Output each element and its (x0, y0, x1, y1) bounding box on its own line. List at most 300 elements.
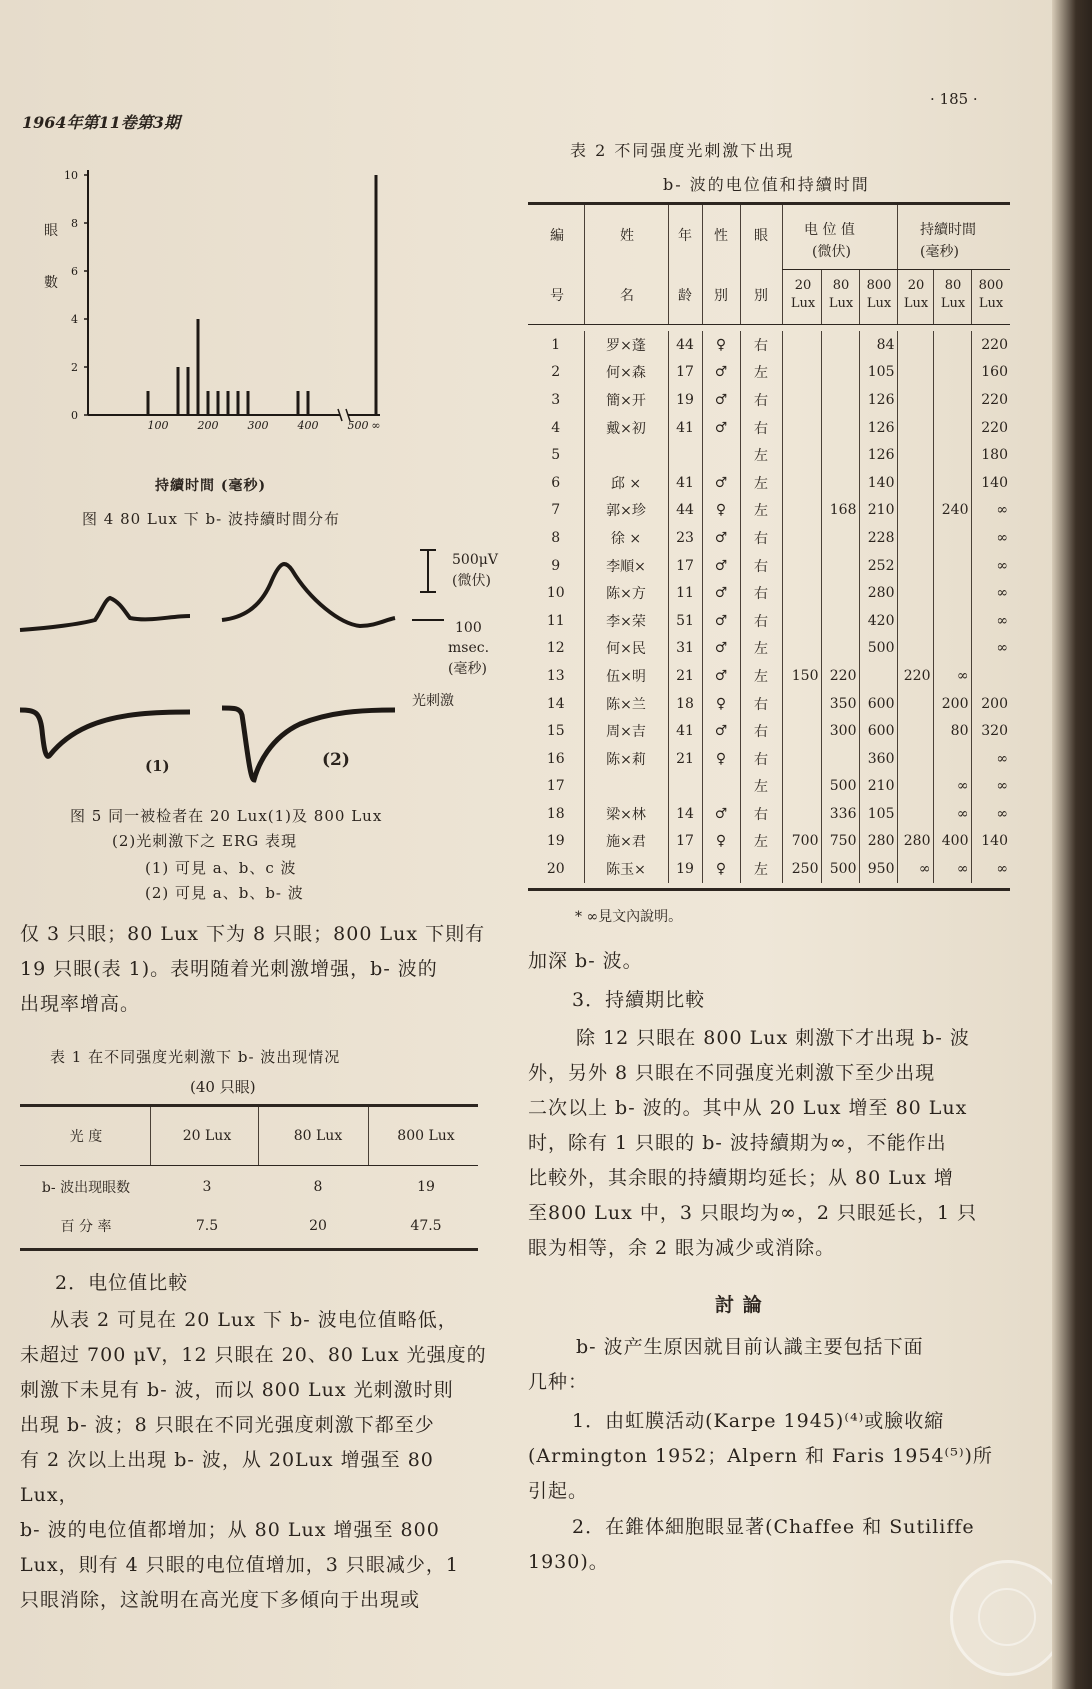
table-2-cell: ♀ (702, 828, 740, 856)
table-2-cell: 左 (740, 828, 782, 856)
table-2-cell: 31 (668, 635, 702, 663)
table-2-cell: 300 (821, 717, 859, 745)
figure-4-ylabel-1: 眼 (44, 223, 58, 239)
table-2-cell: ♂ (702, 717, 740, 745)
table-1-row (20, 1165, 478, 1209)
table-2-cell: 右 (740, 800, 782, 828)
table-1-header-cell: 20 Lux (182, 1128, 232, 1144)
table-2-cell: ♂ (702, 635, 740, 663)
table-2-cell: 44 (668, 497, 702, 525)
table-2-cell: 950 (859, 855, 897, 883)
table-2-cell: 168 (821, 497, 859, 525)
table-2-cell (821, 745, 859, 773)
fig5-voltage-label: 500μV (452, 552, 498, 568)
table-2-cell (821, 386, 859, 414)
table-2-cell (782, 497, 821, 525)
t2-hdr-no-1: 編 (550, 228, 564, 244)
t2-hdr-duration: 持續时間 (920, 222, 976, 238)
table-2-cell (782, 359, 821, 387)
table-2-cell (933, 745, 971, 773)
figure-5-erg-traces (10, 540, 490, 800)
text-line: 几种： (528, 1371, 589, 1393)
table-2-cell: 左 (740, 497, 782, 525)
table-2-cell: 左 (740, 662, 782, 690)
table-2-row (528, 331, 1010, 359)
table-2-cell: 210 (859, 773, 897, 801)
table-1-cell: b- 波出现眼数 (41, 1180, 131, 1196)
table-1-header-cell: 80 Lux (293, 1128, 343, 1144)
text-line: 有 2 次以上出現 b- 波，从 20Lux 增强至 80 Lux， (20, 1449, 434, 1506)
table-2-cell: 左 (740, 469, 782, 497)
table-2-cell: 12 (546, 640, 565, 657)
text-line: b- 波产生原因就目前认識主要包括下面 (576, 1336, 924, 1358)
t2-hdr-sex-2: 別 (714, 288, 728, 304)
table-2-cell (782, 635, 821, 663)
table-1-header-row (20, 1107, 478, 1165)
table-2-cell: 9 (551, 557, 561, 574)
discussion-heading: 討 論 (715, 1294, 763, 1316)
table-2-cell: ∞ (971, 552, 1010, 580)
table-2-cell: 右 (740, 745, 782, 773)
table-2-row (528, 855, 1010, 883)
table-2-cell: 11 (668, 579, 702, 607)
table-2-cell (897, 359, 933, 387)
table-2-cell: ♂ (702, 800, 740, 828)
table-2-cell: ♀ (702, 690, 740, 718)
table-2-cell: 140 (859, 469, 897, 497)
table-2-cell (897, 745, 933, 773)
table-2-cell: 84 (859, 331, 897, 359)
table-2-cell: 1 (551, 336, 561, 353)
figure-4-plot (64, 169, 381, 432)
t2-hdr-sex-1: 性 (714, 228, 728, 244)
text-line: 19 只眼(表 1)。表明随着光刺激增强，b- 波的 (20, 958, 438, 980)
table-2-cell: 220 (971, 386, 1010, 414)
table-2-cell: ♂ (702, 414, 740, 442)
table-2-cell: 伍×明 (584, 662, 668, 690)
table-2-cell (897, 579, 933, 607)
table-2-cell: 左 (740, 855, 782, 883)
table-2-cell: 19 (668, 386, 702, 414)
table-2-row (528, 524, 1010, 552)
table-2-cell: 18 (546, 805, 565, 822)
table-2-cell (821, 579, 859, 607)
table-2-cell (971, 662, 1010, 690)
fig5-voltage-unit: (微伏) (452, 573, 491, 589)
table-2-cell: 600 (859, 690, 897, 718)
table-2-cell: 右 (740, 524, 782, 552)
table-2-cell: 500 (859, 635, 897, 663)
table-2-cell (782, 579, 821, 607)
table-2-cell: 220 (821, 662, 859, 690)
table-2-cell: ∞ (897, 855, 933, 883)
table-2-cell (782, 331, 821, 359)
text-line: 刺激下未見有 b- 波，而以 800 Lux 光刺激时則 (20, 1379, 454, 1401)
text-line: 1．由虹膜活动(Karpe 1945)⁽⁴⁾或臉收縮 (572, 1410, 945, 1432)
table-2-cell: 240 (933, 497, 971, 525)
table-2-cell (897, 497, 933, 525)
text-line: 比較外，其余眼的持續期均延长；从 80 Lux 增 (528, 1167, 954, 1189)
table-2-cell (859, 662, 897, 690)
table-2-cell (933, 635, 971, 663)
table-2-cell: 350 (821, 690, 859, 718)
x-tick-label: ∞ (371, 419, 381, 432)
table-2-cell: 160 (971, 359, 1010, 387)
table-2-row (528, 359, 1010, 387)
table-2-cell: 右 (740, 579, 782, 607)
table-2-cell (782, 524, 821, 552)
table-2-row (528, 800, 1010, 828)
text-line: 引起。 (528, 1480, 589, 1502)
left-paragraph-2 (20, 1303, 490, 1618)
y-tick-label: 10 (64, 169, 78, 182)
table-2-title: 表 2 不同强度光刺激下出現 (570, 141, 795, 160)
table-2-cell: ∞ (971, 855, 1010, 883)
table-2-cell (933, 469, 971, 497)
table-2-cell (702, 773, 740, 801)
text-line: 二次以上 b- 波的。其中从 20 Lux 增至 80 Lux (528, 1097, 968, 1119)
fig5-caption-2: (2)光刺激下之 ERG 表現 (112, 832, 298, 850)
table-2-cell: 228 (859, 524, 897, 552)
table-2-cell (782, 469, 821, 497)
table-2-cell: 150 (782, 662, 821, 690)
table-2-cell: 施×君 (584, 828, 668, 856)
table-2-cell: 右 (740, 607, 782, 635)
table-2-cell: ♀ (702, 497, 740, 525)
t2-hdr-name-2: 名 (620, 288, 634, 304)
table-2-cell (933, 386, 971, 414)
table-2-row (528, 828, 1010, 856)
table-2-cell: 20 (546, 861, 565, 878)
table-2-cell: 280 (859, 828, 897, 856)
table-2-cell (933, 331, 971, 359)
fig5-stimulus-label: 光刺激 (412, 693, 454, 709)
table-2-row (528, 717, 1010, 745)
fig5-time-unit: msec. (448, 640, 490, 656)
t2-hdr-p20: 20 Lux (790, 278, 816, 311)
fig5-caption-4: (2) 可見 a、b、b- 波 (145, 884, 304, 902)
table-2-cell (782, 414, 821, 442)
table-2-cell: 700 (782, 828, 821, 856)
table-2-cell: 左 (740, 441, 782, 469)
table-2-cell: 17 (668, 359, 702, 387)
text-line: b- 波的电位值都增加；从 80 Lux 增强至 800 (20, 1519, 440, 1541)
table-2-row (528, 607, 1010, 635)
table-2-cell: ∞ (933, 662, 971, 690)
table-2-cell (821, 359, 859, 387)
table-2-cell: 陈×莉 (584, 745, 668, 773)
table-2-cell: 17 (668, 552, 702, 580)
table-2-cell (933, 359, 971, 387)
table-2-cell: 200 (971, 690, 1010, 718)
y-tick-label: 8 (71, 217, 78, 230)
table-2-cell (821, 607, 859, 635)
table-2-cell: 左 (740, 359, 782, 387)
table-2-cell: 126 (859, 414, 897, 442)
t2-hdr-age-1: 年 (678, 228, 692, 244)
stimulus-trace-1 (20, 710, 190, 756)
table-2-cell: 140 (971, 828, 1010, 856)
table-2-cell: 左 (740, 773, 782, 801)
table-2-cell: 250 (782, 855, 821, 883)
table-2-cell (897, 773, 933, 801)
table-2-cell: 41 (668, 717, 702, 745)
table-2-cell: ∞ (971, 579, 1010, 607)
right-paragraph-1: 加深 b- 波。 (528, 950, 643, 972)
table-2-cell: 105 (859, 359, 897, 387)
table-2-cell: 郭×珍 (584, 497, 668, 525)
table-2-cell (782, 552, 821, 580)
table-2-cell (933, 607, 971, 635)
fig5-panel-1-label: (1) (145, 757, 170, 775)
table-2-cell: ♂ (702, 359, 740, 387)
table-2-cell: 右 (740, 552, 782, 580)
table-2-cell: 右 (740, 386, 782, 414)
table-2-cell: 李順× (584, 552, 668, 580)
table-2-cell: ♀ (702, 855, 740, 883)
table-2-cell: ∞ (971, 497, 1010, 525)
y-tick-label: 0 (71, 409, 78, 422)
table-2 (528, 331, 1010, 883)
table-2-cell: 336 (821, 800, 859, 828)
table-2-row (528, 552, 1010, 580)
table-2-cell: ∞ (933, 773, 971, 801)
table-2-cell (897, 800, 933, 828)
t2-hdr-no-2: 号 (550, 288, 564, 304)
table-2-cell: 500 (821, 855, 859, 883)
table-2-cell: ∞ (971, 773, 1010, 801)
table-2-cell (782, 690, 821, 718)
table-1-cell: 20 (309, 1218, 327, 1234)
page-number: · 185 · (930, 90, 978, 108)
table-2-cell: 3 (551, 391, 561, 408)
table-2-cell: ∞ (971, 607, 1010, 635)
table-2-cell: 何×森 (584, 359, 668, 387)
table-2-cell: 750 (821, 828, 859, 856)
table-1-cell: 8 (313, 1179, 323, 1195)
table-2-row (528, 635, 1010, 663)
table-2-cell: 4 (551, 419, 561, 436)
right-paragraph-5 (528, 1510, 1008, 1580)
table-2-cell: 17 (668, 828, 702, 856)
left-paragraph-1 (20, 917, 490, 1022)
table-2-row (528, 469, 1010, 497)
table-2-cell (897, 635, 933, 663)
erg-trace-2 (222, 564, 395, 626)
table-2-cell (821, 635, 859, 663)
t2-hdr-eye-2: 別 (754, 288, 768, 304)
text-line: 仅 3 只眼；80 Lux 下为 8 只眼；800 Lux 下則有 (20, 923, 486, 945)
table-2-cell: 周×吉 (584, 717, 668, 745)
t2-hdr-p800: 800 Lux (866, 278, 892, 311)
table-2-row (528, 690, 1010, 718)
table-2-row (528, 773, 1010, 801)
x-tick-label: 200 (197, 419, 219, 432)
figure-4-chart (40, 160, 440, 490)
right-paragraph-3 (528, 1330, 1008, 1400)
table-2-cell: 左 (740, 635, 782, 663)
journal-issue-header: 1964年第11卷第3期 (22, 113, 180, 132)
figure-4-ylabel-2: 數 (44, 275, 58, 291)
table-2-cell: ∞ (971, 800, 1010, 828)
table-2-cell: 280 (859, 579, 897, 607)
table-2-cell: ∞ (971, 635, 1010, 663)
figure-4-xlabel: 持續时間 (毫秒) (155, 478, 267, 494)
table-1-cell: 47.5 (410, 1218, 442, 1234)
table-2-cell: 140 (971, 469, 1010, 497)
table-2-cell: ∞ (971, 745, 1010, 773)
table-2-header (528, 205, 1010, 324)
table-2-cell: 右 (740, 717, 782, 745)
table-2-row (528, 579, 1010, 607)
table-2-cell: 8 (551, 529, 561, 546)
table-2-cell: 220 (971, 414, 1010, 442)
right-paragraph-4 (528, 1404, 1008, 1509)
table-1-title: 表 1 在不同强度光刺激下 b- 波出现情况 (50, 1048, 341, 1066)
table-2-cell: 320 (971, 717, 1010, 745)
table-1-header-cell: 光 度 (69, 1129, 103, 1145)
figure-4-caption: 图 4 80 Lux 下 b- 波持續时間分布 (82, 510, 340, 528)
erg-trace-1 (20, 598, 190, 630)
table-2-cell (933, 414, 971, 442)
t2-hdr-d800: 800 Lux (978, 278, 1004, 311)
table-2-cell: 15 (546, 723, 565, 740)
section-3-title: 3．持續期比較 (572, 989, 706, 1011)
table-2-cell: 李×荣 (584, 607, 668, 635)
table-2-cell: ♂ (702, 662, 740, 690)
table-2-cell: 252 (859, 552, 897, 580)
table-2-cell: 17 (546, 778, 565, 795)
table-2-cell: 簡×开 (584, 386, 668, 414)
t2-hdr-d80: 80 Lux (940, 278, 966, 311)
table-2-cell: ♀ (702, 745, 740, 773)
t2-hdr-name-1: 姓 (620, 228, 634, 244)
table-2-cell: 5 (551, 447, 561, 464)
text-line: 1930)。 (528, 1551, 609, 1573)
book-spine-edge (1052, 0, 1092, 1689)
t2-hdr-p80: 80 Lux (828, 278, 854, 311)
table-2-cell: 400 (933, 828, 971, 856)
text-line: (Armington 1952；Alpern 和 Faris 1954⁽⁵⁾)所 (528, 1445, 993, 1467)
table-2-cell: 右 (740, 331, 782, 359)
table-2-cell (897, 441, 933, 469)
table-2-cell (782, 717, 821, 745)
t2-hdr-eye-1: 眼 (754, 228, 768, 244)
table-2-cell (782, 441, 821, 469)
table-2-cell: 220 (897, 662, 933, 690)
table-2-cell: 陈玉× (584, 855, 668, 883)
table-2-cell: 19 (546, 833, 565, 850)
table-2-cell: 陈×兰 (584, 690, 668, 718)
table-2-cell (897, 690, 933, 718)
table-2-cell (782, 607, 821, 635)
table-2-cell: 420 (859, 607, 897, 635)
table-2-cell: 13 (546, 667, 565, 684)
x-tick-label: 400 (297, 419, 319, 432)
table-2-cell: 罗×蓬 (584, 331, 668, 359)
table-2-cell: 16 (546, 750, 565, 767)
table-2-cell: 戴×初 (584, 414, 668, 442)
fig5-time-label: 100 (455, 620, 482, 636)
table-2-cell (897, 414, 933, 442)
table-2-subtitle: b- 波的电位值和持續时間 (663, 175, 870, 194)
table-2-footnote: * ∞見文內說明。 (575, 909, 683, 925)
table-2-cell: ∞ (971, 524, 1010, 552)
table-2-cell: 11 (546, 612, 565, 629)
text-line: 出現 b- 波；8 只眼在不同光强度刺激下都至少 (20, 1414, 435, 1436)
table-2-cell: 陈×方 (584, 579, 668, 607)
fig5-panel-2-label: (2) (322, 750, 350, 770)
text-line: 眼为相等，余 2 眼为减少或消除。 (528, 1237, 836, 1259)
text-line: 除 12 只眼在 800 Lux 刺激下才出現 b- 波 (576, 1027, 970, 1049)
t2-hdr-potential-unit: (微伏) (812, 244, 851, 260)
x-tick-label: 100 (147, 419, 169, 432)
table-2-cell (897, 386, 933, 414)
table-2-cell (668, 773, 702, 801)
table-2-cell: 200 (933, 690, 971, 718)
x-tick-label: 500 (347, 419, 369, 432)
table-2-cell: 280 (897, 828, 933, 856)
table-2-cell (897, 331, 933, 359)
table-2-cell (897, 524, 933, 552)
table-2-cell (821, 552, 859, 580)
table-2-cell: 梁×林 (584, 800, 668, 828)
table-2-cell (821, 441, 859, 469)
table-2-cell (782, 800, 821, 828)
t2-hdr-duration-unit: (毫秒) (920, 244, 959, 260)
table-2-row (528, 497, 1010, 525)
y-tick-label: 4 (71, 313, 78, 326)
text-line: 出現率增高。 (20, 993, 141, 1015)
table-2-cell: 600 (859, 717, 897, 745)
t2-hdr-d20: 20 Lux (903, 278, 929, 311)
table-2-cell: 80 (933, 717, 971, 745)
table-1 (20, 1107, 478, 1243)
table-2-cell: 51 (668, 607, 702, 635)
table-2-cell: ♂ (702, 524, 740, 552)
table-2-cell: 18 (668, 690, 702, 718)
table-2-cell (584, 441, 668, 469)
stimulus-trace-2 (222, 708, 395, 780)
table-2-cell (897, 607, 933, 635)
fig5-caption-1: 图 5 同一被检者在 20 Lux(1)及 800 Lux (70, 807, 383, 825)
table-2-cell: 右 (740, 414, 782, 442)
table-2-cell: 105 (859, 800, 897, 828)
table-1-cell: 百 分 率 (60, 1219, 112, 1235)
text-line: 外，另外 8 只眼在不同强度光刺激下至少出現 (528, 1062, 936, 1084)
table-2-cell: ♂ (702, 579, 740, 607)
table-2-cell: 徐 × (584, 524, 668, 552)
fig5-caption-3: (1) 可見 a、b、c 波 (145, 859, 297, 877)
table-2-cell: 邱 × (584, 469, 668, 497)
text-line: 至800 Lux 中，3 只眼均为∞，2 只眼延长，1 只 (528, 1202, 978, 1224)
table-2-cell: ♂ (702, 552, 740, 580)
table-1-row (20, 1209, 478, 1243)
table-2-row (528, 414, 1010, 442)
library-watermark-seal (950, 1560, 1066, 1676)
right-paragraph-2 (528, 1021, 1008, 1266)
table-2-cell (584, 773, 668, 801)
text-line: 2．在錐体細胞眼显著(Chaffee 和 Sutiliffe (572, 1516, 975, 1538)
t2-hdr-potential: 电 位 值 (804, 222, 855, 238)
table-2-cell: ∞ (933, 855, 971, 883)
table-2-row (528, 386, 1010, 414)
section-2-title: 2．电位值比較 (55, 1272, 189, 1294)
table-2-cell: 19 (668, 855, 702, 883)
table-2-cell: 126 (859, 441, 897, 469)
y-tick-label: 6 (71, 265, 78, 278)
table-2-cell: ♂ (702, 386, 740, 414)
